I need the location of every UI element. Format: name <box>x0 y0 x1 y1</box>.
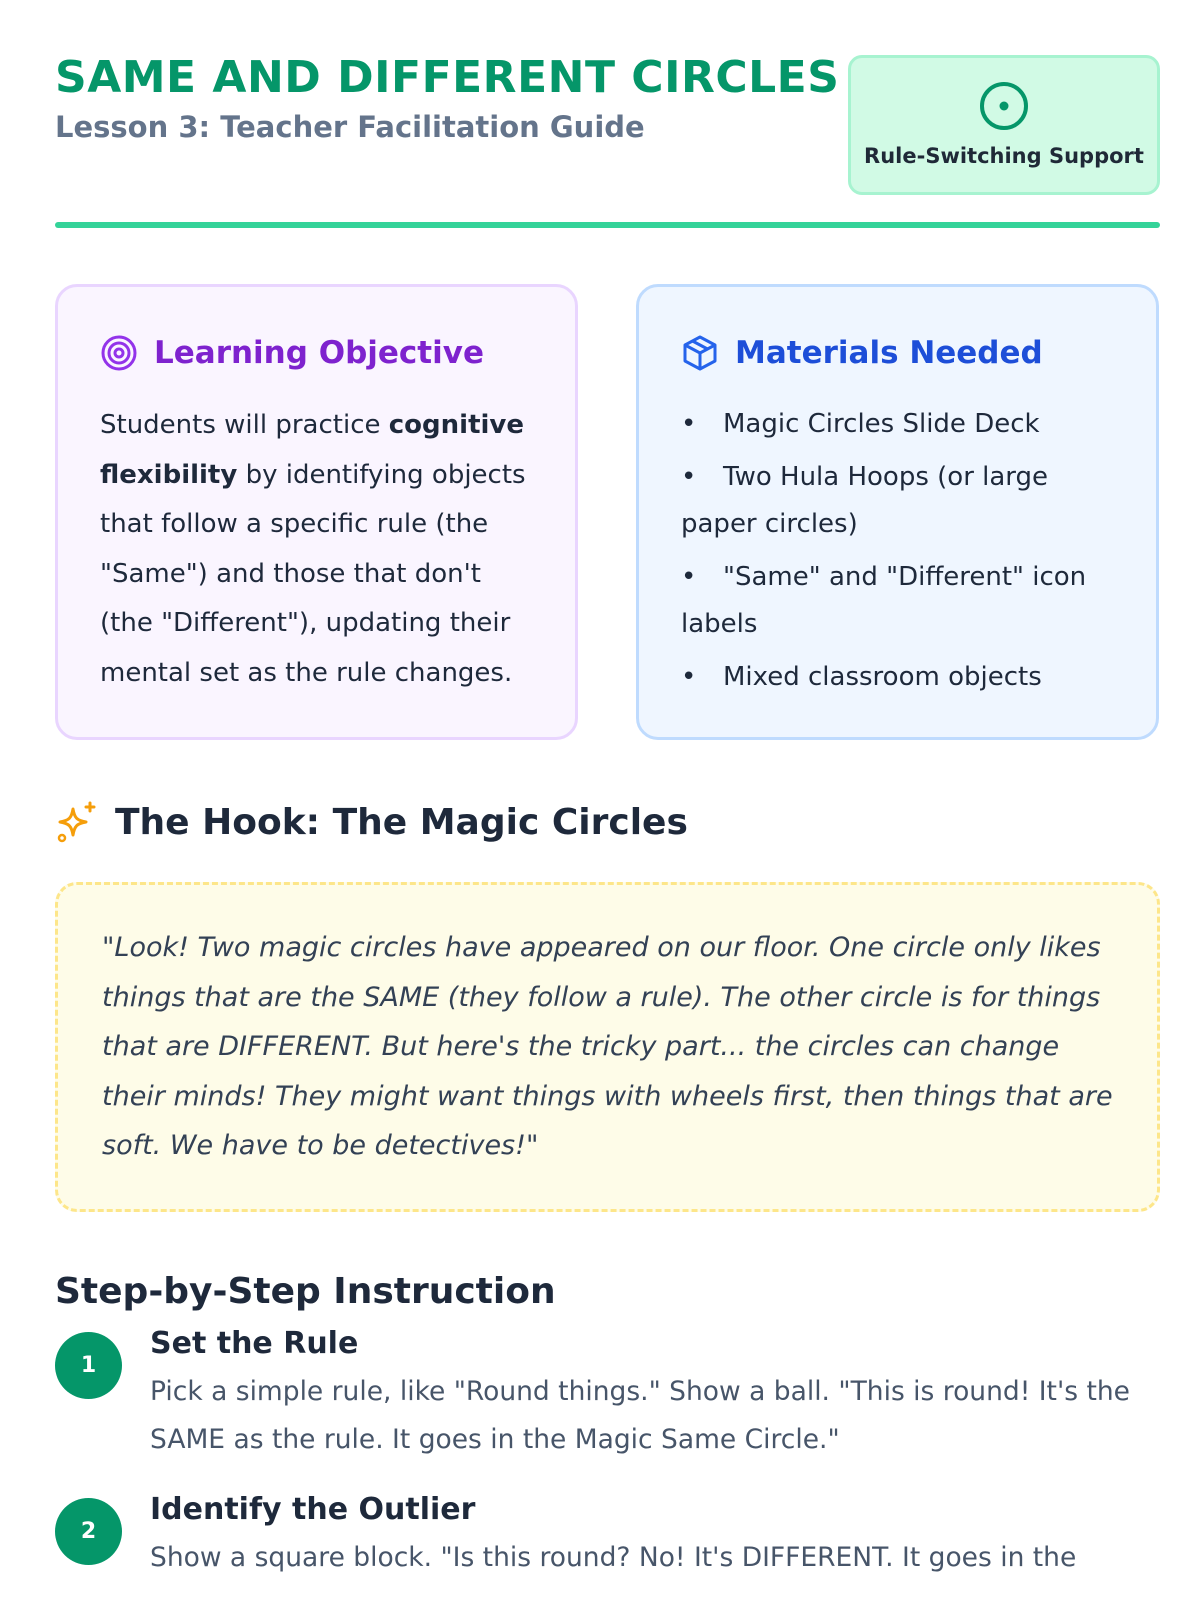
bullseye-icon <box>100 334 138 372</box>
materials-card <box>636 284 1159 740</box>
list-item <box>681 454 1116 548</box>
bullet-icon: • <box>681 662 697 692</box>
step-number-badge: 2 <box>55 1498 122 1565</box>
badge-label: Rule-Switching Support <box>864 144 1144 168</box>
rule-switching-badge <box>848 55 1160 195</box>
hook-script-box <box>55 882 1160 1212</box>
page-title: SAME AND DIFFERENT CIRCLES <box>55 52 840 103</box>
objective-text <box>100 401 535 698</box>
page-subtitle: Lesson 3: Teacher Facilitation Guide <box>55 110 645 144</box>
target-icon <box>978 80 1030 132</box>
step-text: Show a square block. "Is this round? No! It's DIFFERENT. It goes in the <box>150 1542 1077 1573</box>
list-item <box>681 554 1116 648</box>
page-header <box>55 48 1160 228</box>
sparkles-icon <box>55 800 99 844</box>
objective-text-end: by identifying objects that follow a specific rule (the "Same") and those that don't (the "Different"), updating their mental set as the rule changes. <box>100 459 526 688</box>
material-text: Mixed classroom objects <box>723 662 1042 692</box>
step-text: Pick a simple rule, like "Round things." Show a ball. "This is round! It's the SAME as the rule. It goes in the Magic Same Circle." <box>150 1376 1130 1455</box>
objective-header <box>100 331 535 375</box>
hook-header <box>55 800 688 844</box>
materials-title: Materials Needed <box>735 335 1043 371</box>
learning-objective-card <box>55 284 578 740</box>
step-number-badge: 1 <box>55 1332 122 1399</box>
hook-title: The Hook: The Magic Circles <box>115 801 688 843</box>
material-text: "Same" and "Different" icon labels <box>681 562 1087 639</box>
objective-text-start: Students will practice <box>100 410 389 440</box>
objective-title: Learning Objective <box>154 335 484 371</box>
step-title: Identify the Outlier <box>150 1492 476 1527</box>
header-divider <box>55 222 1160 228</box>
list-item <box>681 401 1116 448</box>
materials-list <box>681 401 1116 701</box>
hook-quote: "Look! Two magic circles have appeared on our floor. One circle only likes things that are the SAME (they follow a rule). The other circle is for things that are DIFFERENT. But here's the tricky part... the circles can change their minds! They might want things with wheels first, then things that are soft. We have to be detectives!" <box>102 932 1113 1161</box>
steps-title: Step-by-Step Instruction <box>55 1271 556 1312</box>
material-text: Magic Circles Slide Deck <box>723 409 1040 439</box>
box-icon <box>681 334 719 372</box>
step-body <box>150 1488 1160 1582</box>
bullet-icon: • <box>681 462 697 492</box>
bullet-icon: • <box>681 562 697 592</box>
step-title: Set the Rule <box>150 1326 359 1361</box>
materials-header <box>681 331 1116 375</box>
step-body <box>150 1322 1160 1463</box>
list-item <box>681 654 1116 701</box>
material-text: Two Hula Hoops (or large paper circles) <box>681 462 1049 539</box>
bullet-icon: • <box>681 409 697 439</box>
objective-text-bold: cognitive flexibility <box>100 410 524 490</box>
